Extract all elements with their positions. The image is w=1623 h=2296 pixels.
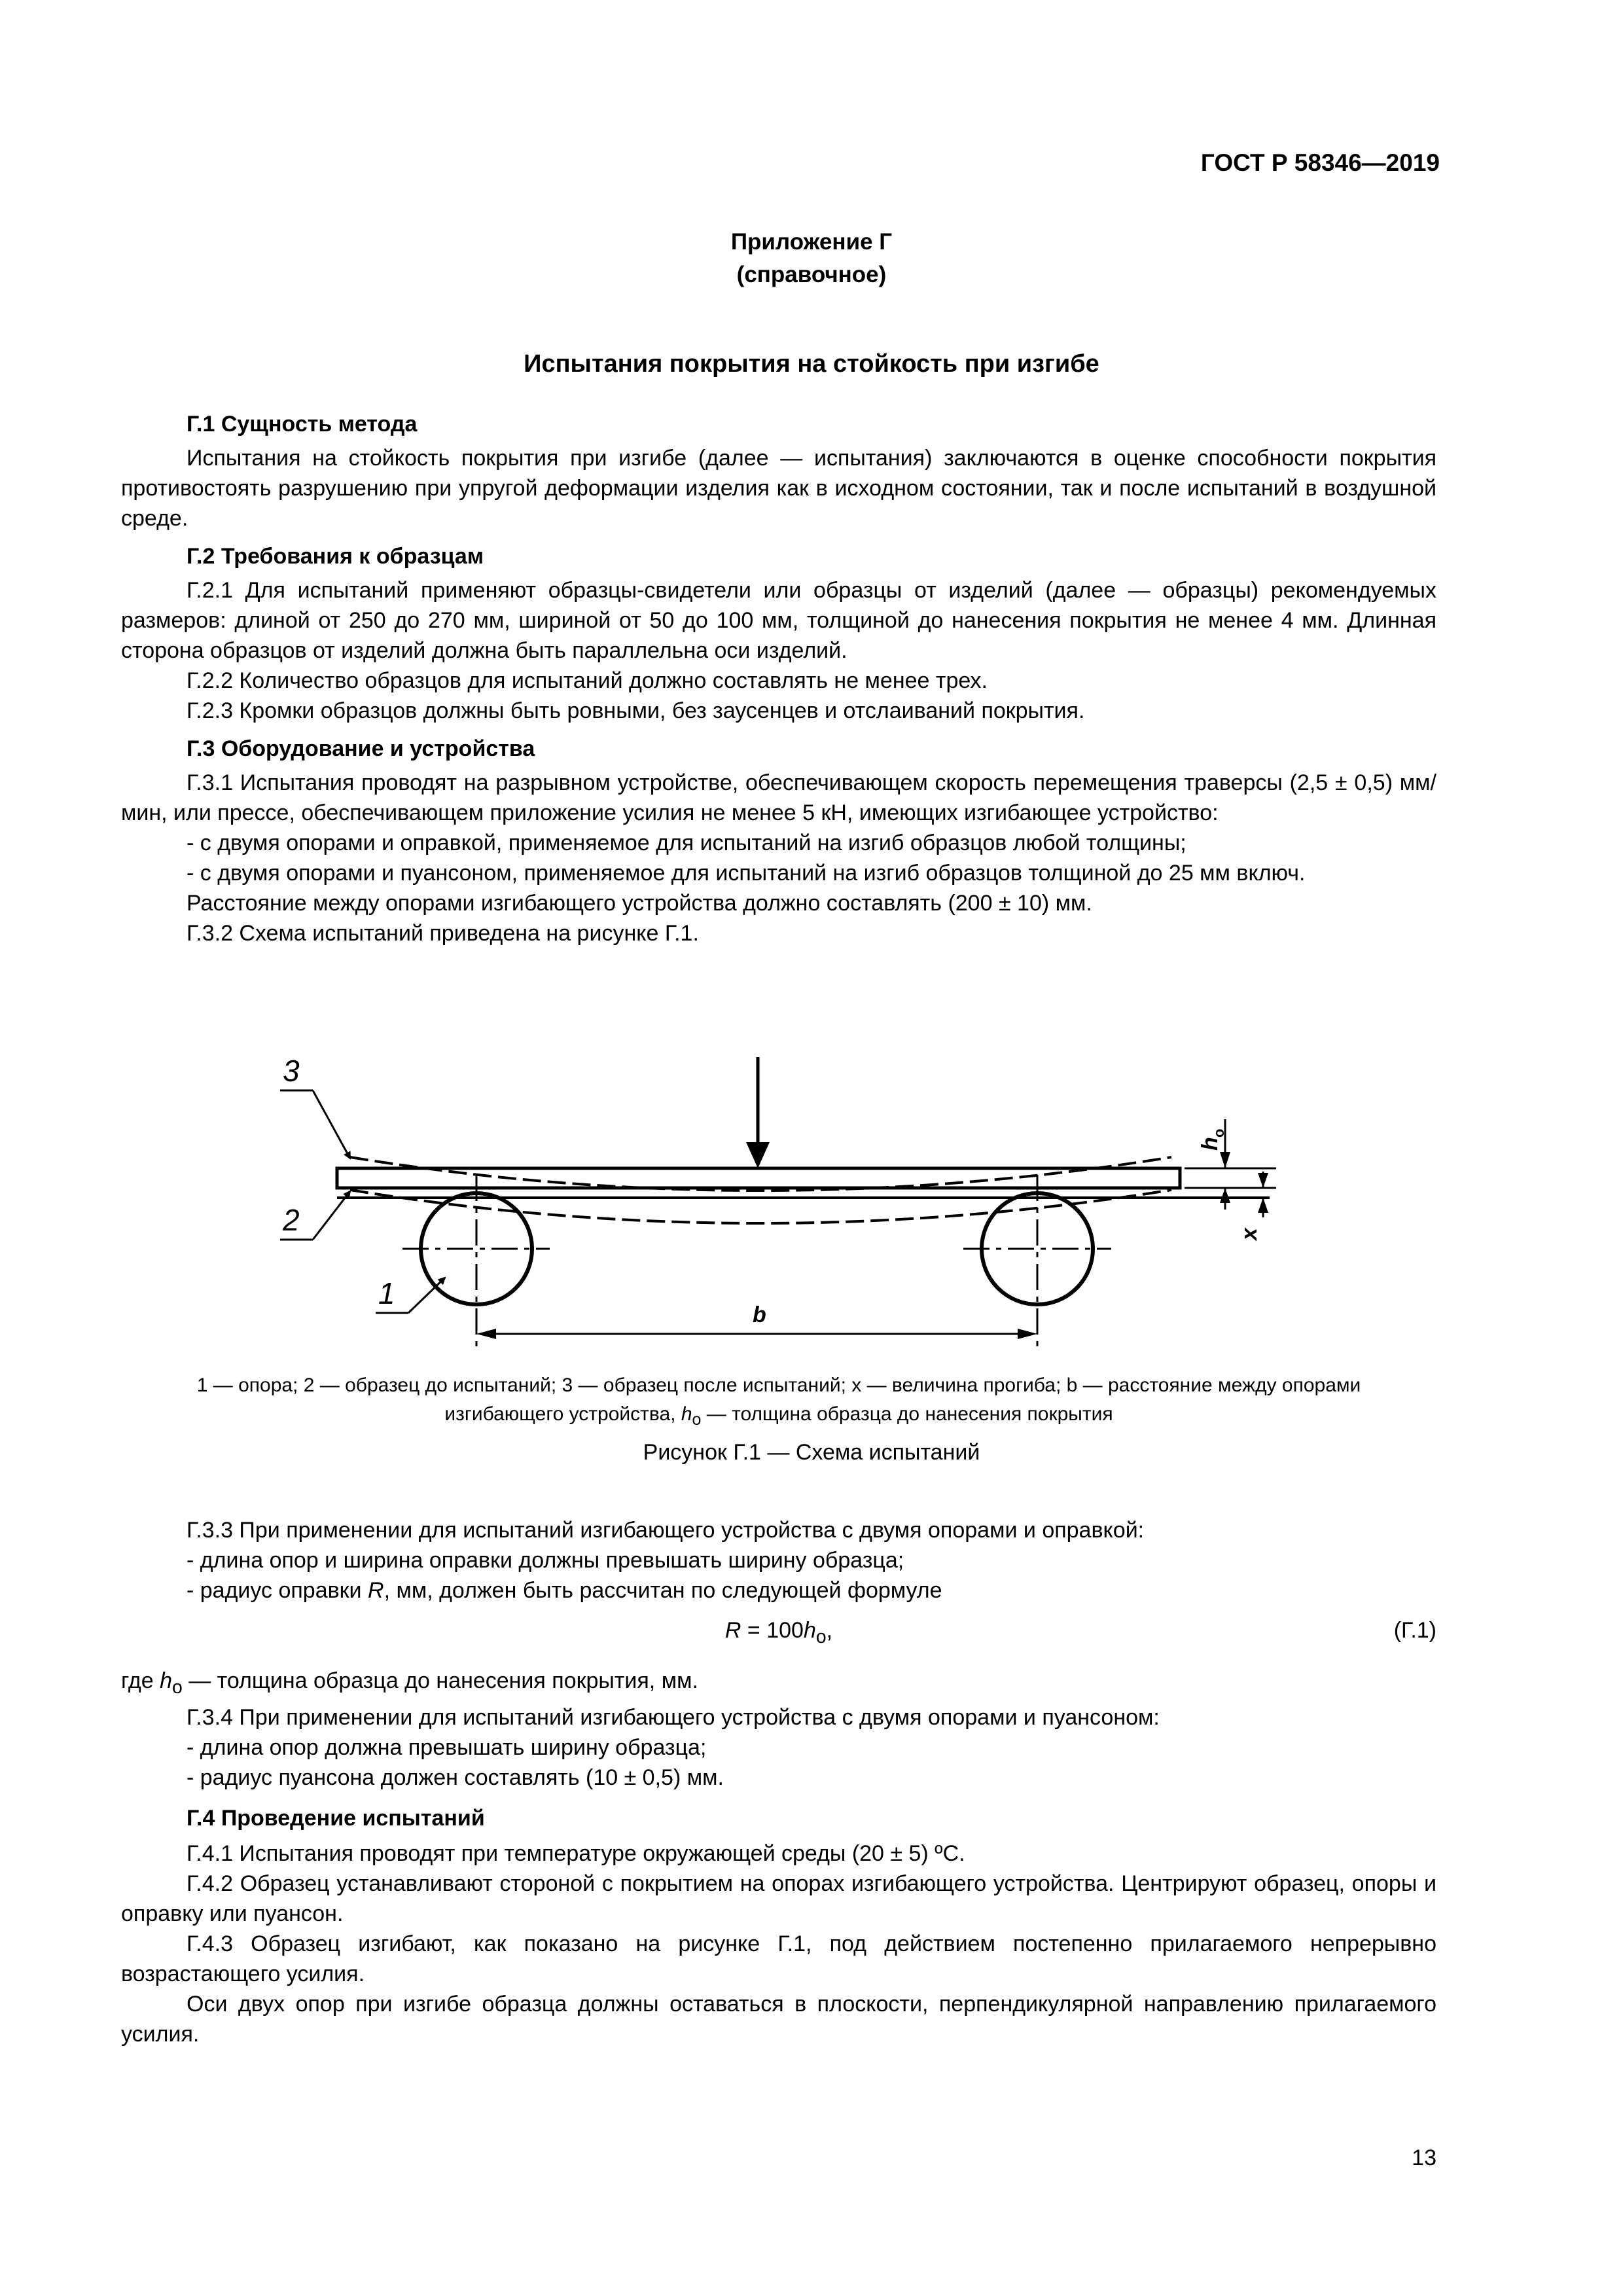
formula-r: R [724,1618,741,1643]
dimension-b-arrow-right [1018,1329,1037,1339]
figure-legend [121,1371,1436,1434]
formula-number: (Г.1) [1393,1618,1436,1643]
where-text: где [121,1668,160,1693]
formula-expression [121,1618,1436,1648]
section-heading: Г.3 Оборудование и устройства [187,736,535,761]
symbol-r: R [368,1578,384,1603]
paragraph: Г.3.4 При применении для испытаний изгибающего устройства с двумя опорами и пуансоном: [187,1704,1160,1730]
annex-title: Приложение Г [730,229,893,255]
label-1-leader [408,1278,445,1313]
paragraph: Г.3.1 Испытания проводят на разрывном устройстве, обеспечивающем скорость перемещения траверсы (2,5 ± 0,5) мм/мин, или прессе, обеспечивающем приложение усилия не менее 5 кН, имеющих изгибающее устройство: [121,770,1436,825]
label-ho-subscript: o [1211,1128,1227,1138]
page-number: 13 [1412,2145,1436,2170]
legend-symbol: h [681,1403,692,1425]
paragraph: Г.3.3 При применении для испытаний изгибающего устройства с двумя опорами и оправкой: [187,1518,1145,1543]
list-item [121,1575,1436,1605]
figure-caption: Рисунок Г.1 — Схема испытаний [643,1440,980,1465]
legend-line-2 [121,1400,1436,1434]
x-arrow-bottom [1258,1198,1268,1213]
where-h: h [160,1668,172,1693]
annex-heading [0,226,1623,291]
section-heading: Г.1 Сущность метода [187,412,418,437]
list-item-text: - радиус оправки [187,1578,368,1603]
text-block-mid [121,1515,1436,1605]
annex-status: (справочное) [736,262,887,287]
paragraph: Расстояние между опорами изгибающего устройства должно составлять (200 ± 10) мм. [187,891,1092,916]
formula-h: h [803,1618,816,1643]
label-2: 2 [283,1203,300,1237]
specimen-after-test-top [350,1157,1171,1191]
legend-line-1: 1 — опора; 2 — образец до испытаний; 3 — образец после испытаний; x — величина прогиба; b — расстояние между опорами [196,1374,1361,1396]
paragraph: Г.4.1 Испытания проводят при температуре окружающей среды (20 ± 5) ºС. [187,1840,965,1866]
paragraph: Испытания на стойкость покрытия при изгибе (далее — испытания) заключаются в оценке способности покрытия противостоять разрушению при упругой деформации изделия как в исходном состоянии, так и после испытаний в воздушной среде. [121,446,1436,531]
paragraph: Г.4.3 Образец изгибают, как показано на рисунке Г.1, под действием постепенно прилагаемого непрерывно возрастающего усилия. [121,1931,1436,1986]
specimen-before-test [337,1168,1180,1188]
list-item: - длина опор должна превышать ширину образца; [187,1734,707,1760]
where-sub: o [172,1676,183,1698]
list-item: - длина опор и ширина оправки должны превышать ширину образца; [187,1548,904,1573]
paragraph: Г.2.2 Количество образцов для испытаний должно составлять не менее трех. [187,668,988,693]
label-b: b [753,1302,766,1327]
label-1: 1 [378,1276,395,1310]
dimension-b-arrow-left [476,1329,496,1339]
paragraph: Г.3.2 Схема испытаний приведена на рисунке Г.1. [187,921,699,946]
where-text: — толщина образца до нанесения покрытия, мм. [182,1668,698,1693]
list-item: - радиус пуансона должен составлять (10 ± 0,5) мм. [187,1765,724,1790]
text-block-lower [121,1666,1436,2049]
label-ho: h [1198,1137,1222,1151]
legend-subscript: o [692,1410,702,1429]
paragraph: Г.2.1 Для испытаний применяют образцы-свидетели или образцы от изделий (далее — образцы) рекомендуемых размеров: длиной от 250 до 270 мм, шириной от 50 до 100 мм, толщиной до нанесения покрытия не менее 4 мм. Длинная сторона образцов от изделий должна быть параллельна оси изделий. [121,578,1436,663]
label-x: x [1237,1228,1262,1240]
paragraph: Г.2.3 Кромки образцов должны быть ровными, без заусенцев и отслаиваний покрытия. [187,698,1085,723]
legend-text: — толщина образца до нанесения покрытия [701,1403,1113,1425]
section-heading: Г.2 Требования к образцам [187,544,484,569]
list-item: - с двумя опорами и пуансоном, применяемое для испытаний на изгиб образцов толщиной до 25 мм включ. [187,861,1306,886]
list-item-text: , мм, должен быть рассчитан по следующей формуле [383,1578,942,1603]
formula-sub: o [815,1626,827,1647]
standard-code: ГОСТ Р 58346—2019 [1200,149,1440,176]
page-title: Испытания покрытия на стойкость при изгибе [524,350,1099,378]
test-scheme-figure [0,1034,1623,1374]
list-item: - с двумя опорами и оправкой, применяемое для испытаний на изгиб образцов любой толщины; [187,831,1186,855]
label-2-leader [313,1191,350,1240]
ho-arrow [1220,1152,1230,1168]
paragraph: Г.4.2 Образец устанавливают стороной с покрытием на опорах изгибающего устройства. Центрируют образец, опоры и оправку или пуансон. [121,1871,1436,1926]
label-3: 3 [283,1054,300,1088]
x-arrow-top [1258,1173,1268,1188]
legend-text: изгибающего устройства, [444,1403,681,1425]
where-line [121,1666,1436,1702]
force-arrowhead [746,1142,770,1168]
ho-arrow-lower [1220,1188,1230,1203]
paragraph: Оси двух опор при изгибе образца должны оставаться в плоскости, перпендикулярной направлению прилагаемого усилия. [121,1991,1436,2047]
label-3-leader [313,1090,350,1158]
section-heading: Г.4 Проведение испытаний [187,1805,485,1831]
formula-end: , [826,1618,833,1643]
text-block-top [121,409,1436,948]
formula-eq: = 100 [741,1618,804,1643]
